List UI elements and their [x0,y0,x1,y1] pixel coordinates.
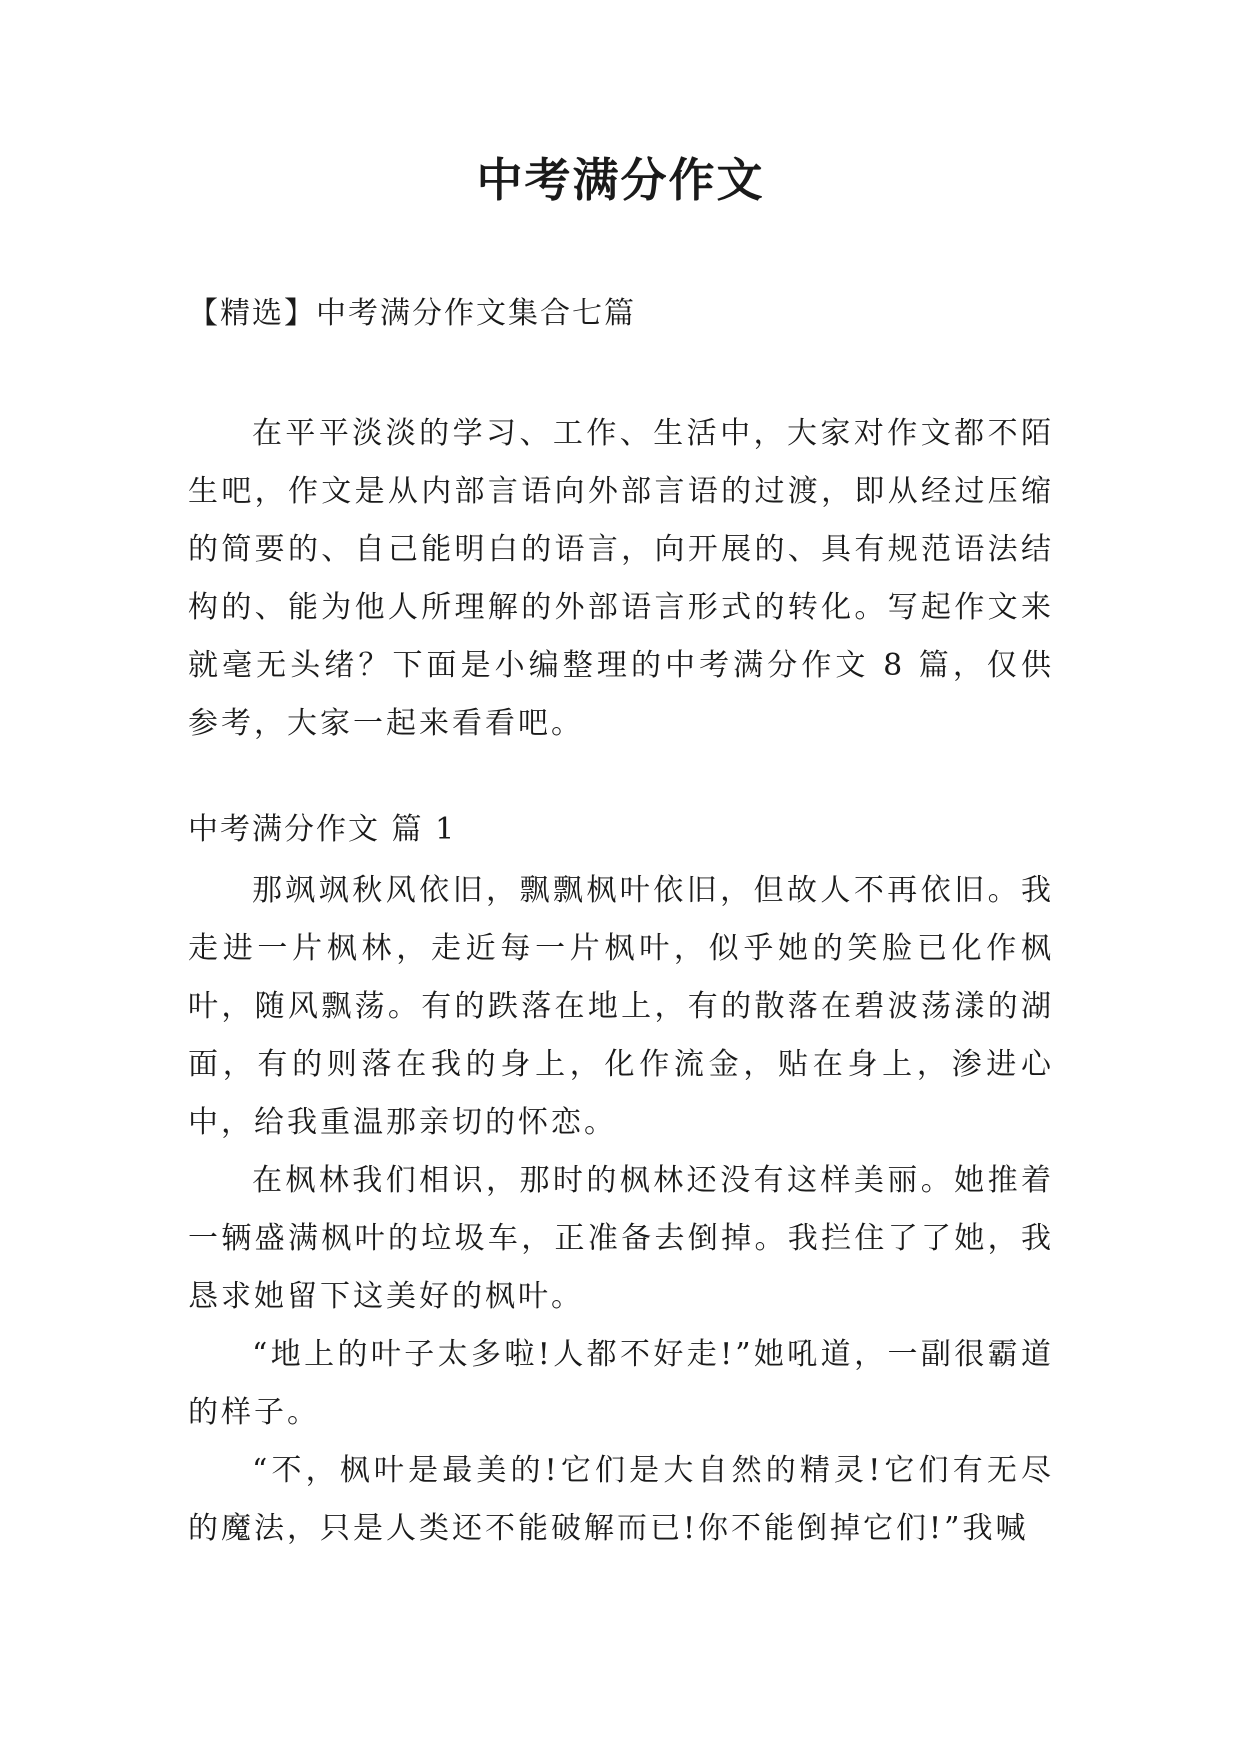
intro-paragraph: 在平平淡淡的学习、工作、生活中，大家对作文都不陌生吧，作文是从内部言语向外部言语的过渡，即从经过压缩的简要的、自己能明白的语言，向开展的、具有规范语法结构的、能为他人所理解的外部语言形式的转化。写起作文来就毫无头绪？下面是小编整理的中考满分作文 8 篇，仅供参考，大家一起来看看吧。 [188,416,1054,741]
essay-paragraph-1: 那飒飒秋风依旧，飘飘枫叶依旧，但故人不再依旧。我走进一片枫林，走近每一片枫叶，似乎她的笑脸已化作枫叶，随风飘荡。有的跌落在地上，有的散落在碧波荡漾的湖面，有的则落在我的身上，化作流金，贴在身上，渗进心中，给我重温那亲切的怀恋。 [188,873,1054,1140]
document-subtitle: 【精选】中考满分作文集合七篇 [188,296,636,331]
document-title: 中考满分作文 [476,153,765,207]
essay-paragraph-2: 在枫林我们相识，那时的枫林还没有这样美丽。她推着一辆盛满枫叶的垃圾车，正准备去倒掉。我拦住了了她，我恳求她留下这美好的枫叶。 [188,1163,1054,1314]
essay-paragraph-3: “地上的叶子太多啦!人都不好走!”她吼道，一副很霸道的样子。 [188,1337,1054,1430]
essay-paragraph-4: “不，枫叶是最美的!它们是大自然的精灵!它们有无尽的魔法，只是人类还不能破解而已!你不能倒掉它们!”我喊 [188,1453,1054,1546]
section-heading: 中考满分作文 篇 1 [188,812,457,847]
